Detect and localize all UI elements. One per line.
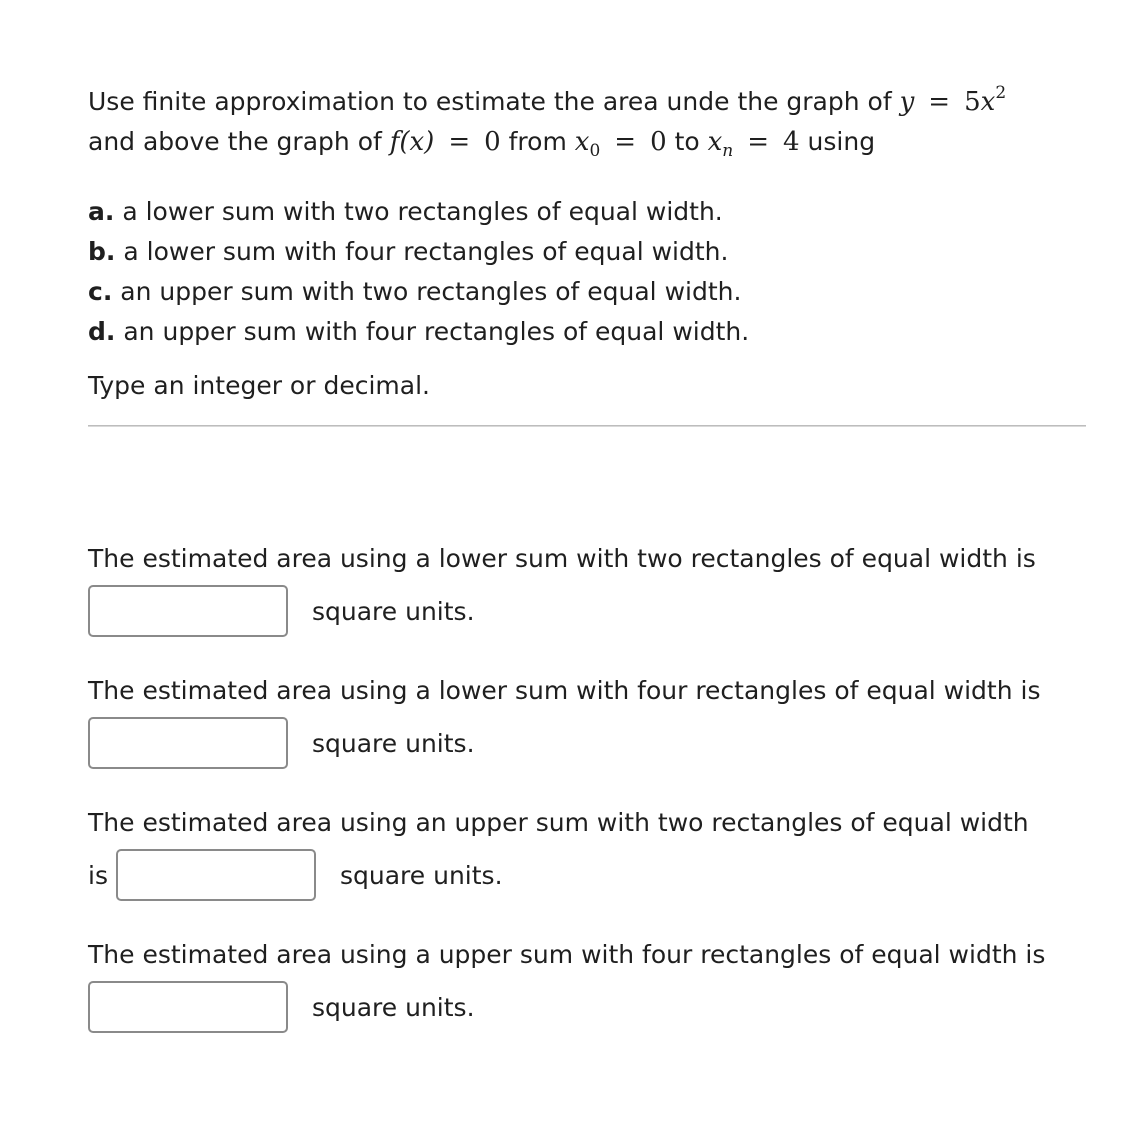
to-label: to [674, 127, 700, 156]
answer-input-c[interactable] [116, 849, 316, 901]
part-item-b: b. a lower sum with four rectangles of equal width. [88, 237, 729, 266]
units-label-c: square units. [340, 860, 503, 890]
problem-statement [88, 82, 1086, 162]
answer-input-b[interactable] [88, 717, 288, 769]
answer-prefix-c: is [88, 860, 108, 890]
answer-question-a: The estimated area using a lower sum with two rectangles of equal width is [88, 544, 1036, 573]
units-label-d: square units. [312, 992, 475, 1022]
answer-block-a [88, 539, 1086, 641]
answer-question-b: The estimated area using a lower sum with four rectangles of equal width is [88, 676, 1041, 705]
answer-row-d [88, 977, 1086, 1037]
problem-line-2 [88, 122, 1086, 162]
part-item-d: d. an upper sum with four rectangles of equal width. [88, 317, 750, 346]
answer-question-c: The estimated area using an upper sum with two rectangles of equal width [88, 808, 1029, 837]
answer-question-d: The estimated area using a upper sum with four rectangles of equal width is [88, 940, 1046, 969]
question-panel [88, 0, 1086, 1067]
from-label: from [508, 127, 567, 156]
answer-row-c [88, 845, 1086, 905]
answer-row-a [88, 581, 1086, 641]
using-label: using [807, 127, 876, 156]
answer-block-b [88, 671, 1086, 773]
answer-format-hint: Type an integer or decimal. [88, 371, 430, 400]
answer-block-d [88, 935, 1086, 1037]
part-item-c: c. an upper sum with two rectangles of equal width. [88, 277, 742, 306]
units-label-a: square units. [312, 596, 475, 626]
answer-input-a[interactable] [88, 585, 288, 637]
answer-input-d[interactable] [88, 981, 288, 1033]
units-label-b: square units. [312, 728, 475, 758]
function-expression: $y = 5x^2$ [899, 83, 1007, 117]
problem-text-1: Use finite approximation to estimate the area unde the graph of [88, 87, 892, 116]
problem-text-2: and above the graph of [88, 127, 382, 156]
answer-section [88, 539, 1086, 1037]
answer-row-b [88, 713, 1086, 773]
x0-expression: $x_0 = 0$ [574, 127, 667, 161]
part-item-a: a. a lower sum with two rectangles of equal width. [88, 197, 723, 226]
divider [88, 425, 1086, 427]
lower-function: f(x) = 0 [389, 127, 501, 157]
answer-block-c [88, 803, 1086, 905]
problem-line-1 [88, 82, 1086, 122]
xn-expression: $x_n = 4$ [707, 127, 800, 161]
part-list [88, 192, 1086, 352]
